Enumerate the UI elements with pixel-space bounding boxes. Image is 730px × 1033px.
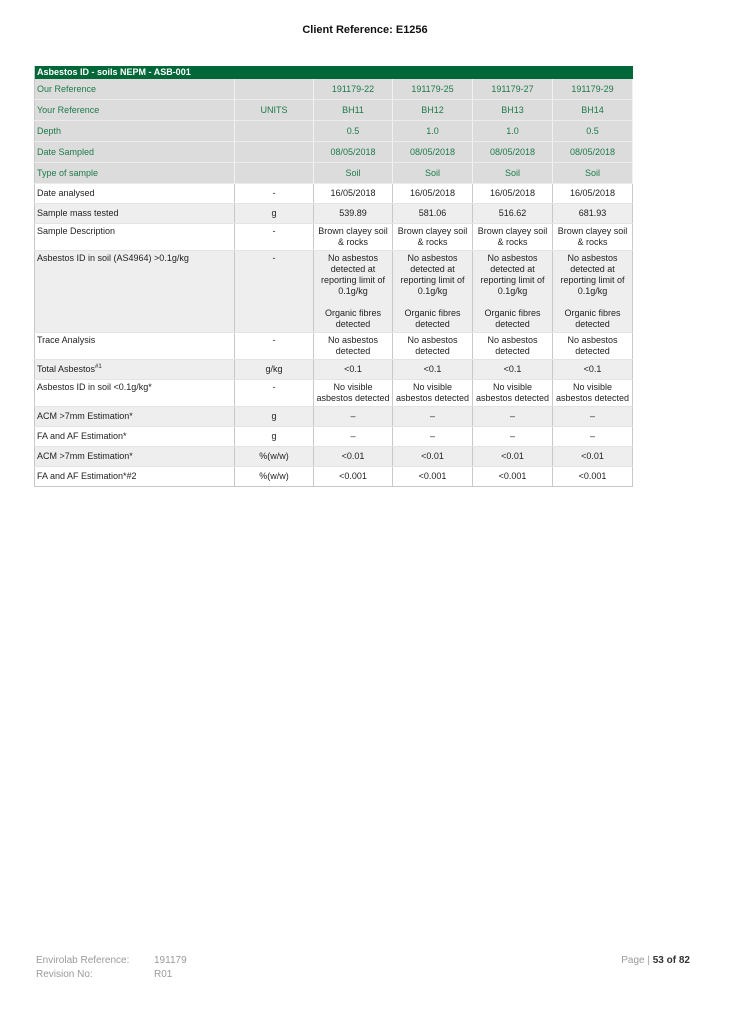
cell-value: Soil <box>314 163 393 184</box>
cell-value: 08/05/2018 <box>393 142 473 163</box>
cell-value: <0.1 <box>553 360 633 380</box>
cell-value: – <box>393 407 473 427</box>
row-label-text: Total Asbestos <box>37 364 96 374</box>
row-label: Asbestos ID in soil (AS4964) >0.1g/kg <box>35 251 235 333</box>
table-row <box>35 447 633 467</box>
cell-value: – <box>473 427 553 447</box>
revision-value: R01 <box>154 969 173 980</box>
cell-value: Soil <box>473 163 553 184</box>
table-row <box>35 142 633 163</box>
result-text: No asbestos detected at reporting limit of 0.1g/kg <box>400 253 465 296</box>
row-label: Our Reference <box>35 79 235 100</box>
table-row <box>35 407 633 427</box>
table-row <box>35 163 633 184</box>
cell-value: 16/05/2018 <box>553 184 633 204</box>
row-label: Sample mass tested <box>35 204 235 224</box>
cell-value: <0.01 <box>553 447 633 467</box>
cell-value: – <box>473 407 553 427</box>
table-row <box>35 251 633 333</box>
cell-value: <0.001 <box>314 467 393 487</box>
page-label: Page | <box>621 955 650 966</box>
cell-value: 16/05/2018 <box>473 184 553 204</box>
table-row <box>35 333 633 360</box>
cell-value: No asbestos detected <box>553 333 633 360</box>
cell-value: <0.1 <box>314 360 393 380</box>
row-units <box>235 121 314 142</box>
row-label: FA and AF Estimation*#2 <box>35 467 235 487</box>
cell-value: No asbestos detected <box>473 333 553 360</box>
row-units: g/kg <box>235 360 314 380</box>
row-units: - <box>235 251 314 333</box>
cell-value: <0.01 <box>473 447 553 467</box>
cell-value: 16/05/2018 <box>393 184 473 204</box>
cell-value <box>393 251 473 333</box>
cell-value: <0.1 <box>393 360 473 380</box>
cell-value: 1.0 <box>393 121 473 142</box>
cell-value: BH14 <box>553 100 633 121</box>
cell-value: No visible asbestos detected <box>553 380 633 407</box>
row-units: - <box>235 333 314 360</box>
revision-label: Revision No: <box>36 969 93 980</box>
organic-note: Organic fibres detected <box>484 308 541 329</box>
row-units <box>235 142 314 163</box>
cell-value: 191179-29 <box>553 79 633 100</box>
row-label: Date Sampled <box>35 142 235 163</box>
row-units: g <box>235 204 314 224</box>
cell-value: BH13 <box>473 100 553 121</box>
row-units: - <box>235 380 314 407</box>
organic-note: Organic fibres detected <box>564 308 621 329</box>
organic-note: Organic fibres detected <box>324 308 382 329</box>
cell-value: Brown clayey soil & rocks <box>393 224 473 251</box>
table-row <box>35 100 633 121</box>
cell-value: – <box>314 407 393 427</box>
cell-value: <0.01 <box>393 447 473 467</box>
cell-value: Brown clayey soil & rocks <box>553 224 633 251</box>
table-row <box>35 184 633 204</box>
table-row <box>35 121 633 142</box>
cell-value: 08/05/2018 <box>473 142 553 163</box>
footer-references <box>36 954 187 982</box>
cell-value: <0.001 <box>393 467 473 487</box>
cell-value: BH12 <box>393 100 473 121</box>
cell-value: 191179-25 <box>393 79 473 100</box>
table-row <box>35 380 633 407</box>
cell-value: <0.1 <box>473 360 553 380</box>
table-row <box>35 467 633 487</box>
cell-value: <0.01 <box>314 447 393 467</box>
row-units: - <box>235 184 314 204</box>
cell-value: 681.93 <box>553 204 633 224</box>
cell-value: 08/05/2018 <box>553 142 633 163</box>
asbestos-results-table <box>34 66 633 487</box>
row-label: Your Reference <box>35 100 235 121</box>
table-row <box>35 79 633 100</box>
page-number <box>621 955 690 966</box>
cell-value: 0.5 <box>553 121 633 142</box>
footnote-marker: #1 <box>95 364 102 370</box>
cell-value <box>314 251 393 333</box>
cell-value: 0.5 <box>314 121 393 142</box>
page-value: 53 of 82 <box>652 955 690 966</box>
row-label: Asbestos ID in soil <0.1g/kg* <box>35 380 235 407</box>
cell-value: No asbestos detected <box>314 333 393 360</box>
cell-value: No visible asbestos detected <box>393 380 473 407</box>
organic-note: Organic fibres detected <box>404 308 461 329</box>
cell-value: 08/05/2018 <box>314 142 393 163</box>
cell-value: <0.001 <box>553 467 633 487</box>
table-title-row <box>35 66 633 79</box>
row-label: Depth <box>35 121 235 142</box>
envirolab-reference-label: Envirolab Reference: <box>36 955 130 966</box>
cell-value: – <box>553 427 633 447</box>
cell-value: 191179-22 <box>314 79 393 100</box>
result-text: No asbestos detected at reporting limit of 0.1g/kg <box>320 253 386 296</box>
table-title: Asbestos ID - soils NEPM - ASB-001 <box>35 66 235 79</box>
row-label <box>35 360 235 380</box>
row-label: Trace Analysis <box>35 333 235 360</box>
envirolab-reference-value: 191179 <box>154 955 187 966</box>
row-label: Date analysed <box>35 184 235 204</box>
row-units: %(w/w) <box>235 467 314 487</box>
result-text: No asbestos detected at reporting limit of 0.1g/kg <box>560 253 625 296</box>
row-units: %(w/w) <box>235 447 314 467</box>
table-row <box>35 204 633 224</box>
cell-value: BH11 <box>314 100 393 121</box>
row-units: g <box>235 407 314 427</box>
row-label: Type of sample <box>35 163 235 184</box>
cell-value: 581.06 <box>393 204 473 224</box>
cell-value: 191179-27 <box>473 79 553 100</box>
cell-value: 1.0 <box>473 121 553 142</box>
table-row <box>35 360 633 380</box>
row-units <box>235 163 314 184</box>
cell-value <box>553 251 633 333</box>
cell-value: – <box>393 427 473 447</box>
row-label: ACM >7mm Estimation* <box>35 447 235 467</box>
row-units: g <box>235 427 314 447</box>
cell-value: – <box>314 427 393 447</box>
cell-value: <0.001 <box>473 467 553 487</box>
row-label: Sample Description <box>35 224 235 251</box>
table-row <box>35 224 633 251</box>
cell-value <box>473 251 553 333</box>
cell-value: Brown clayey soil & rocks <box>314 224 393 251</box>
cell-value: 516.62 <box>473 204 553 224</box>
row-label: ACM >7mm Estimation* <box>35 407 235 427</box>
client-reference: Client Reference: E1256 <box>302 24 428 36</box>
cell-value: Soil <box>393 163 473 184</box>
cell-value: 539.89 <box>314 204 393 224</box>
cell-value: No asbestos detected <box>393 333 473 360</box>
cell-value: No visible asbestos detected <box>314 380 393 407</box>
cell-value: – <box>553 407 633 427</box>
row-units <box>235 79 314 100</box>
result-text: No asbestos detected at reporting limit of 0.1g/kg <box>480 253 545 296</box>
row-units: - <box>235 224 314 251</box>
cell-value: No visible asbestos detected <box>473 380 553 407</box>
cell-value: Soil <box>553 163 633 184</box>
row-label: FA and AF Estimation* <box>35 427 235 447</box>
table-row <box>35 427 633 447</box>
cell-value: 16/05/2018 <box>314 184 393 204</box>
units-header: UNITS <box>235 100 314 121</box>
cell-value: Brown clayey soil & rocks <box>473 224 553 251</box>
